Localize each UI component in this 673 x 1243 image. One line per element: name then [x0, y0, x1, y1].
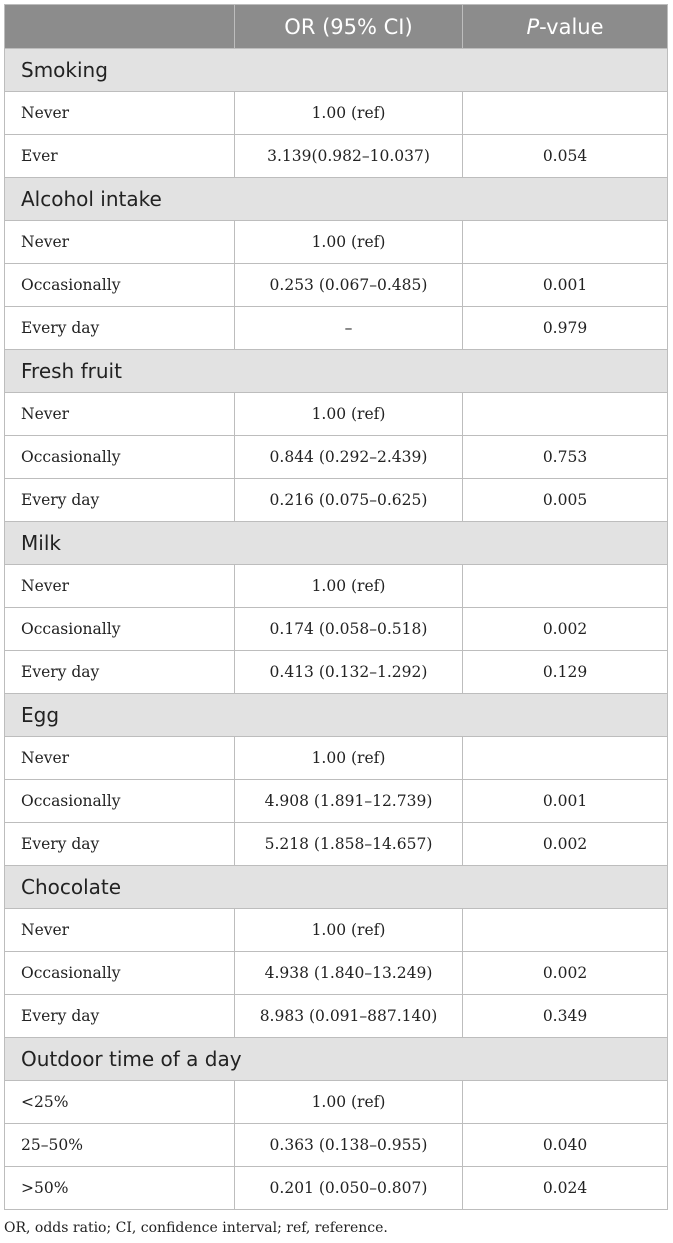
group-header-row [5, 350, 668, 393]
row-label: Occasionally [5, 264, 235, 307]
row-label: Never [5, 909, 235, 952]
row-or-ci: 4.908 (1.891–12.739) [235, 780, 463, 823]
table-row [5, 823, 668, 866]
row-p-value [463, 565, 668, 608]
group-header-row [5, 694, 668, 737]
row-p-value: 0.001 [463, 264, 668, 307]
row-or-ci: 1.00 (ref) [235, 92, 463, 135]
table-row [5, 479, 668, 522]
group-header-row [5, 178, 668, 221]
header-p-rest: -value [539, 14, 604, 39]
table-row [5, 135, 668, 178]
row-p-value: 0.129 [463, 651, 668, 694]
row-or-ci: 3.139(0.982–10.037) [235, 135, 463, 178]
row-p-value: 0.001 [463, 780, 668, 823]
row-p-value: 0.753 [463, 436, 668, 479]
row-or-ci: 1.00 (ref) [235, 909, 463, 952]
row-or-ci: 1.00 (ref) [235, 565, 463, 608]
row-p-value: 0.040 [463, 1124, 668, 1167]
table-body [5, 49, 668, 1210]
row-or-ci: 0.363 (0.138–0.955) [235, 1124, 463, 1167]
row-label: Every day [5, 651, 235, 694]
row-label: Occasionally [5, 952, 235, 995]
table-header-row [5, 5, 668, 49]
row-label: Occasionally [5, 436, 235, 479]
group-header-row [5, 522, 668, 565]
row-label: Never [5, 221, 235, 264]
row-or-ci: 1.00 (ref) [235, 393, 463, 436]
table-row [5, 608, 668, 651]
row-label: Every day [5, 479, 235, 522]
table-row [5, 393, 668, 436]
row-label: Never [5, 737, 235, 780]
group-header-row [5, 1038, 668, 1081]
row-or-ci: 0.844 (0.292–2.439) [235, 436, 463, 479]
row-label: Every day [5, 995, 235, 1038]
table-row [5, 221, 668, 264]
row-p-value [463, 1081, 668, 1124]
row-label: Ever [5, 135, 235, 178]
group-title: Fresh fruit [5, 350, 668, 393]
row-label: Occasionally [5, 608, 235, 651]
table-row [5, 995, 668, 1038]
group-title: Outdoor time of a day [5, 1038, 668, 1081]
row-or-ci: 5.218 (1.858–14.657) [235, 823, 463, 866]
row-label: Never [5, 565, 235, 608]
row-label: Every day [5, 823, 235, 866]
row-label: >50% [5, 1167, 235, 1210]
group-title: Alcohol intake [5, 178, 668, 221]
table-row [5, 307, 668, 350]
table-row [5, 264, 668, 307]
row-label: 25–50% [5, 1124, 235, 1167]
table-row [5, 737, 668, 780]
row-or-ci: 0.216 (0.075–0.625) [235, 479, 463, 522]
row-label: Never [5, 92, 235, 135]
group-header-row [5, 49, 668, 92]
row-or-ci: 8.983 (0.091–887.140) [235, 995, 463, 1038]
table-row [5, 565, 668, 608]
row-p-value: 0.002 [463, 952, 668, 995]
row-or-ci: 4.938 (1.840–13.249) [235, 952, 463, 995]
row-or-ci: 1.00 (ref) [235, 1081, 463, 1124]
header-variable [5, 5, 235, 49]
header-p-value [463, 5, 668, 49]
header-or-ci: OR (95% CI) [235, 5, 463, 49]
row-p-value: 0.005 [463, 479, 668, 522]
row-label: <25% [5, 1081, 235, 1124]
results-table-container [4, 4, 667, 1210]
group-title: Chocolate [5, 866, 668, 909]
table-row [5, 92, 668, 135]
odds-ratio-table [4, 4, 668, 1210]
table-row [5, 952, 668, 995]
row-p-value [463, 92, 668, 135]
row-label: Occasionally [5, 780, 235, 823]
row-or-ci: 0.174 (0.058–0.518) [235, 608, 463, 651]
row-p-value [463, 393, 668, 436]
row-p-value: 0.024 [463, 1167, 668, 1210]
row-p-value [463, 737, 668, 780]
table-row [5, 1124, 668, 1167]
group-title: Egg [5, 694, 668, 737]
row-or-ci: 0.413 (0.132–1.292) [235, 651, 463, 694]
group-title: Milk [5, 522, 668, 565]
row-or-ci: 1.00 (ref) [235, 221, 463, 264]
table-footnote: OR, odds ratio; CI, confidence interval; ref, reference. [4, 1220, 388, 1236]
header-p-italic: P [526, 14, 540, 39]
row-or-ci: – [235, 307, 463, 350]
row-p-value: 0.002 [463, 823, 668, 866]
row-or-ci: 1.00 (ref) [235, 737, 463, 780]
row-or-ci: 0.201 (0.050–0.807) [235, 1167, 463, 1210]
table-row [5, 780, 668, 823]
row-p-value: 0.002 [463, 608, 668, 651]
row-label: Every day [5, 307, 235, 350]
row-p-value: 0.349 [463, 995, 668, 1038]
row-p-value: 0.979 [463, 307, 668, 350]
table-row [5, 909, 668, 952]
row-p-value [463, 909, 668, 952]
table-row [5, 651, 668, 694]
table-row [5, 436, 668, 479]
table-row [5, 1167, 668, 1210]
table-row [5, 1081, 668, 1124]
row-or-ci: 0.253 (0.067–0.485) [235, 264, 463, 307]
row-label: Never [5, 393, 235, 436]
row-p-value [463, 221, 668, 264]
group-header-row [5, 866, 668, 909]
group-title: Smoking [5, 49, 668, 92]
row-p-value: 0.054 [463, 135, 668, 178]
